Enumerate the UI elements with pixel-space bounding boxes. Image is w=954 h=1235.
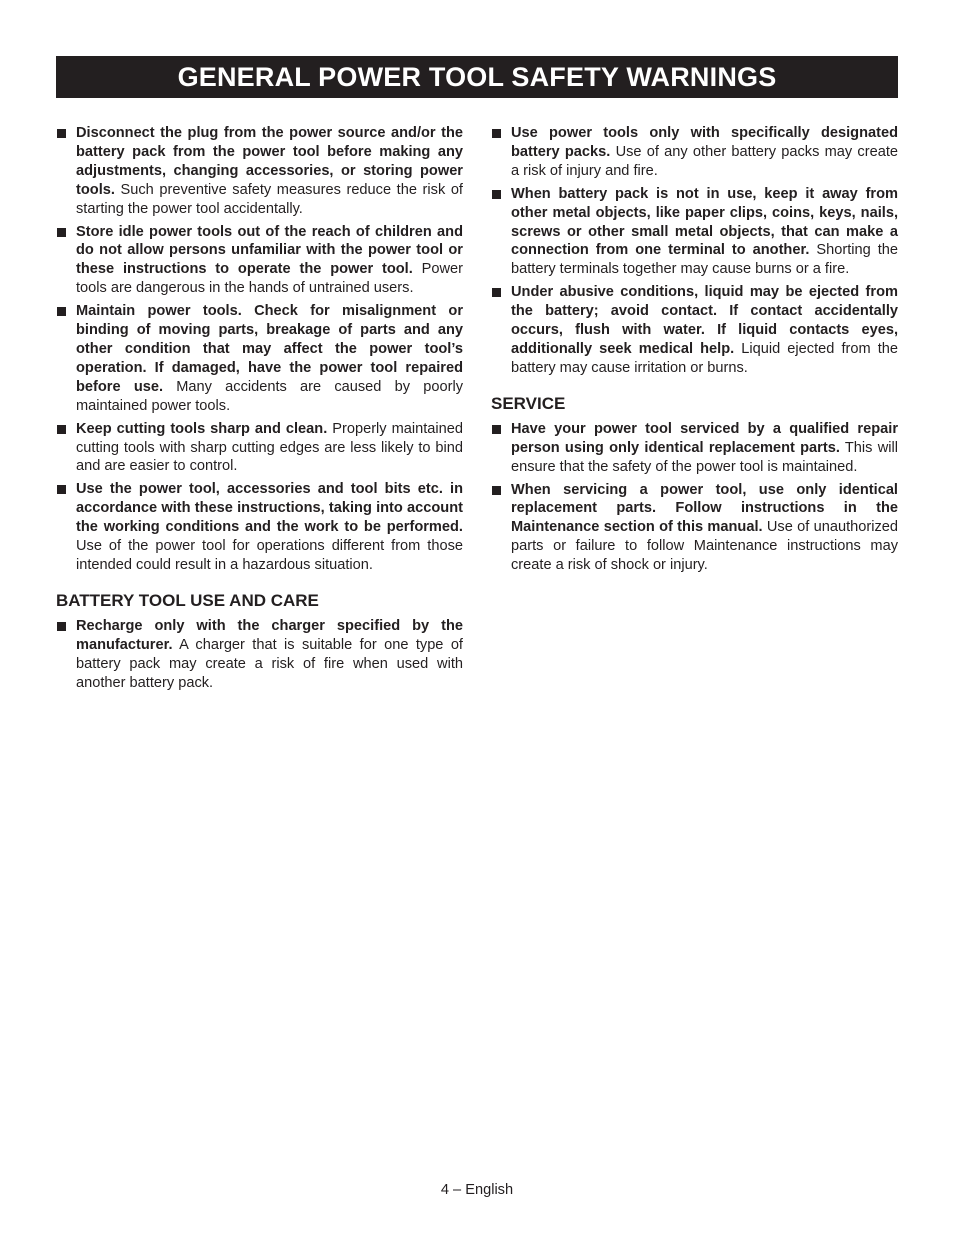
battery-warnings-list xyxy=(56,617,463,693)
bullet-square-icon xyxy=(492,288,501,297)
list-item: When servicing a power tool, use only identical replacement parts. Follow instructions in the Maintenance section of this manual. Use of unauthorized parts or failure to follow Maintenance instructions may create a risk of shock or injury. xyxy=(491,481,898,576)
list-item: Use power tools only with specifically designated battery packs. Use of any other battery packs may create a risk of injury and fire. xyxy=(491,124,898,181)
page-number-label: 4 – English xyxy=(440,1182,514,1198)
list-item: Under abusive conditions, liquid may be ejected from the battery; avoid contact. If contact accidentally occurs, flush with water. If liquid contacts eyes, additionally seek medical help. Liquid ejected from the battery may cause irritation or burns. xyxy=(491,283,898,378)
bullet-square-icon xyxy=(57,307,66,316)
page-title: GENERAL POWER TOOL SAFETY WARNINGS xyxy=(177,61,777,92)
list-item: Use the power tool, accessories and tool bits etc. in accordance with these instructions, taking into account the working conditions and the work to be performed. Use of the power tool for operations different from those intended could result in a hazardous situation. xyxy=(56,480,463,575)
bullet-square-icon xyxy=(57,228,66,237)
bullet-square-icon xyxy=(57,485,66,494)
service-warnings-list xyxy=(491,420,898,575)
list-item: Keep cutting tools sharp and clean. Properly maintained cutting tools with sharp cutting edges are less likely to bind and are easier to control. xyxy=(56,420,463,477)
bullet-square-icon xyxy=(492,190,501,199)
bullet-square-icon xyxy=(57,425,66,434)
list-item: Have your power tool serviced by a qualified repair person using only identical replacement parts. This will ensure that the safety of the power tool is maintained. xyxy=(491,420,898,477)
list-item: Store idle power tools out of the reach of children and do not allow persons unfamiliar with the power tool or these instructions to operate the power tool. Power tools are dangerous in the hands of untrained users. xyxy=(56,223,463,299)
page-footer xyxy=(0,1182,954,1198)
bullet-square-icon xyxy=(492,425,501,434)
list-item: Maintain power tools. Check for misalignment or binding of moving parts, breakage of parts and any other condition that may affect the power tool’s operation. If damaged, have the power tool repaired before use. Many accidents are caused by poorly maintained power tools. xyxy=(56,302,463,415)
left-column xyxy=(56,124,463,696)
service-section-heading: SERVICE xyxy=(491,393,566,413)
bullet-square-icon xyxy=(57,129,66,138)
general-warnings-list xyxy=(56,124,463,575)
battery-section-heading: BATTERY TOOL USE AND CARE xyxy=(56,590,319,610)
list-item: When battery pack is not in use, keep it away from other metal objects, like paper clips, coins, keys, nails, screws or other small metal objects, that can make a connection from one terminal to another. Shorting the battery terminals together may cause burns or a fire. xyxy=(491,185,898,280)
list-item: Recharge only with the charger specified by the manufacturer. A charger that is suitable for one type of battery pack may create a risk of fire when used with another battery pack. xyxy=(56,617,463,693)
list-item: Disconnect the plug from the power source and/or the battery pack from the power tool before making any adjustments, changing accessories, or storing power tools. Such preventive safety measures reduce the risk of starting the power tool accidentally. xyxy=(56,124,463,219)
bullet-square-icon xyxy=(492,486,501,495)
bullet-square-icon xyxy=(57,622,66,631)
page-title-banner xyxy=(56,56,898,98)
right-column xyxy=(491,124,898,579)
bullet-square-icon xyxy=(492,129,501,138)
battery-warnings-list-continued xyxy=(491,124,898,378)
